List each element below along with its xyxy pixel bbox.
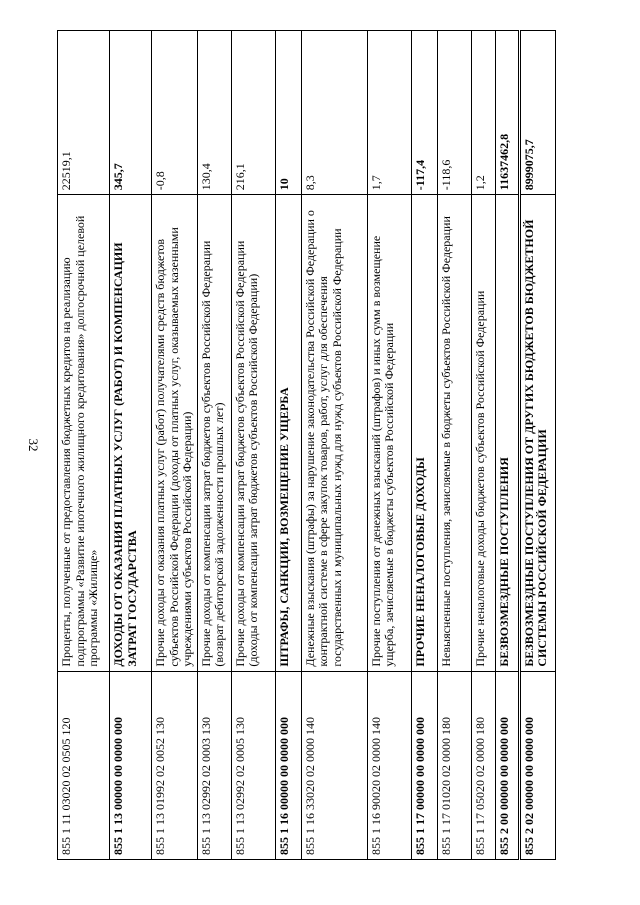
table-row xyxy=(411,31,437,860)
budget-code-cell: 855 1 11 03020 02 0505 120 xyxy=(58,671,110,859)
amount-cell: -117,4 xyxy=(411,31,437,195)
amount-cell: 8,3 xyxy=(301,31,367,195)
budget-code-cell: 855 1 13 01992 02 0052 130 xyxy=(152,671,198,859)
table-row xyxy=(301,31,367,860)
amount-cell: 1,7 xyxy=(367,31,411,195)
table-row xyxy=(231,31,275,860)
item-name-cell: Денежные взыскания (штрафы) за нарушение законодательства Российской Федерации о контрактной системе в сфере закупок товаров, работ, услуг для обеспечения государственных и муниципальных нужд для нужд субъектов Российской Федерации xyxy=(301,195,367,671)
table-row xyxy=(367,31,411,860)
amount-cell: -118,6 xyxy=(437,31,471,195)
table-row xyxy=(437,31,471,860)
table-row xyxy=(58,31,110,860)
amount-cell: 130,4 xyxy=(197,31,231,195)
budget-code-cell: 855 1 13 00000 00 0000 000 xyxy=(110,671,152,859)
amount-cell: -0,8 xyxy=(152,31,198,195)
item-name-cell: Невыясненные поступления, зачисляемые в бюджеты субъектов Российской Федерации xyxy=(437,195,471,671)
item-name-cell: Прочие поступления от денежных взысканий (штрафов) и иных сумм в возмещение ущерба, зачисляемые в бюджеты субъектов Российской Федерации xyxy=(367,195,411,671)
item-name-cell: ПРОЧИЕ НЕНАЛОГОВЫЕ ДОХОДЫ xyxy=(411,195,437,671)
table-row xyxy=(471,31,495,860)
amount-cell: 345,7 xyxy=(110,31,152,195)
table-row xyxy=(110,31,152,860)
budget-code-cell: 855 2 00 00000 00 0000 000 xyxy=(495,671,519,859)
amount-cell: 8999075,7 xyxy=(519,31,555,195)
table-row xyxy=(495,31,519,860)
budget-code-cell: 855 1 16 00000 00 0000 000 xyxy=(275,671,301,859)
item-name-cell: БЕЗВОЗМЕЗДНЫЕ ПОСТУПЛЕНИЯ ОТ ДРУГИХ БЮДЖЕТОВ БЮДЖЕТНОЙ СИСТЕМЫ РОССИЙСКОЙ ФЕДЕРАЦИИ xyxy=(519,195,555,671)
item-name-cell: ДОХОДЫ ОТ ОКАЗАНИЯ ПЛАТНЫХ УСЛУГ (РАБОТ) И КОМПЕНСАЦИИ ЗАТРАТ ГОСУДАРСТВА xyxy=(110,195,152,671)
budget-code-cell: 855 1 17 01020 02 0000 180 xyxy=(437,671,471,859)
table-row xyxy=(152,31,198,860)
amount-cell: 1,2 xyxy=(471,31,495,195)
revenue-table xyxy=(57,30,556,860)
page-number: 32 xyxy=(26,438,41,452)
item-name-cell: Прочие доходы от компенсации затрат бюджетов субъектов Российской Федерации (доходы от компенсации затрат бюджетов субъектов Российской Федерации) xyxy=(231,195,275,671)
budget-code-cell: 855 2 02 00000 00 0000 000 xyxy=(519,671,555,859)
amount-cell: 22519,1 xyxy=(58,31,110,195)
item-name-cell: БЕЗВОЗМЕЗДНЫЕ ПОСТУПЛЕНИЯ xyxy=(495,195,519,671)
revenue-table-body xyxy=(58,31,556,860)
budget-code-cell: 855 1 17 05020 02 0000 180 xyxy=(471,671,495,859)
budget-code-cell: 855 1 17 00000 00 0000 000 xyxy=(411,671,437,859)
item-name-cell: Прочие доходы от оказания платных услуг (работ) получателями средств бюджетов субъектов Российской Федерации (доходы от платных услуг, оказываемых казенными учреждениями субъектов Российской Федерации) xyxy=(152,195,198,671)
item-name-cell: Проценты, полученные от предоставления бюджетных кредитов на реализацию подпрограммы «Развитие ипотечного жилищного кредитования» долгосрочной целевой программы «Жилище» xyxy=(58,195,110,671)
budget-code-cell: 855 1 16 90020 02 0000 140 xyxy=(367,671,411,859)
table-row xyxy=(197,31,231,860)
rotated-page-content xyxy=(57,30,569,860)
item-name-cell: Прочие доходы от компенсации затрат бюджетов субъектов Российской Федерации (возврат дебиторской задолженности прошлых лет) xyxy=(197,195,231,671)
table-row xyxy=(275,31,301,860)
budget-code-cell: 855 1 13 02992 02 0003 130 xyxy=(197,671,231,859)
amount-cell: 10 xyxy=(275,31,301,195)
amount-cell: 11637462,8 xyxy=(495,31,519,195)
table-row xyxy=(519,31,555,860)
amount-cell: 216,1 xyxy=(231,31,275,195)
item-name-cell: ШТРАФЫ, САНКЦИИ, ВОЗМЕЩЕНИЕ УЩЕРБА xyxy=(275,195,301,671)
item-name-cell: Прочие неналоговые доходы бюджетов субъектов Российской Федерации xyxy=(471,195,495,671)
budget-code-cell: 855 1 13 02992 02 0005 130 xyxy=(231,671,275,859)
budget-code-cell: 855 1 16 33020 02 0000 140 xyxy=(301,671,367,859)
